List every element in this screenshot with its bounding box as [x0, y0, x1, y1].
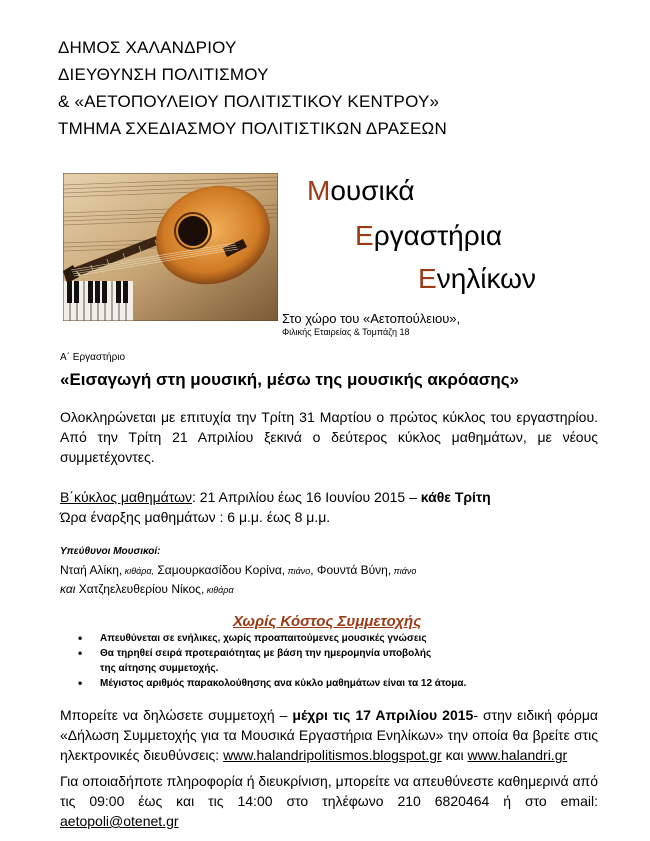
musician-instrument: πιάνο: [391, 566, 417, 576]
musician-instrument: κιθάρα,: [122, 566, 155, 576]
schedule-cycle-label: Β΄κύκλος μαθημάτων: [60, 489, 193, 505]
blog-link[interactable]: www.halandripolitismos.blogspot.gr: [223, 747, 442, 763]
list-item: • Μέγιστος αριθμός παρακολούθησης ανα κύκλο μαθημάτων είναι τα 12 άτομα.: [78, 676, 466, 691]
musicians-line-2: [60, 580, 416, 599]
list-item: • Θα τηρηθεί σειρά προτεραιότητας με βάση την ημερομηνία υποβολής: [78, 646, 466, 661]
schedule: [60, 487, 491, 527]
guitar-photo: [63, 173, 278, 321]
musician-name: , Φουντά Βύνη,: [310, 563, 392, 577]
title-word-workshops-initial: Ε: [355, 220, 374, 251]
registration-text-pre: Μπορείτε να δηλώσετε συμμετοχή –: [60, 707, 293, 723]
registration-paragraph: [60, 705, 598, 765]
title-word-adults-initial: Ε: [418, 263, 437, 294]
workshop-title: «Εισαγωγή στη μουσική, μέσω της μουσικής ακρόασης»: [60, 370, 520, 389]
guitar-illustration: [63, 173, 278, 321]
list-item: • Απευθύνεται σε ενήλικες, χωρίς προαπαιτούμενες μουσικές γνώσεις: [78, 631, 466, 646]
email-link[interactable]: aetopoli@otenet.gr: [60, 813, 179, 829]
musicians-heading: Υπεύθυνοι Μουσικοί:: [60, 546, 161, 557]
free-participation-heading: Χωρίς Κόστος Συμμετοχής: [233, 613, 422, 630]
header-line-directorate: ΔΙΕΥΘΥΝΣΗ ΠΟΛΙΤΙΣΜΟΥ: [58, 65, 269, 84]
header-line-municipality: ΔΗΜΟΣ ΧΑΛΑΝΔΡΙΟΥ: [58, 38, 237, 57]
header-line-department: ΤΜΗΜΑ ΣΧΕΔΙΑΣΜΟΥ ΠΟΛΙΤΙΣΤΙΚΩΝ ΔΡΑΣΕΩΝ: [58, 119, 447, 138]
contact-text: Για οποιαδήποτε πληροφορία ή διευκρίνιση, μπορείτε να απευθύνεστε καθημερινά από τις 09:00 έως και τις 14:00 στο τηλέφωνο 210 6820464 ή στο email:: [60, 773, 598, 809]
title-word-workshops: [355, 220, 502, 252]
workshop-label: Α΄ Εργαστήριο: [60, 352, 126, 363]
municipality-link[interactable]: www.halandri.gr: [467, 747, 568, 763]
musician-name: Χατζηελευθερίου Νίκος,: [75, 582, 205, 596]
title-word-adults-rest: νηλίκων: [436, 263, 536, 294]
musicians-line-1: [60, 561, 416, 580]
venue: Στο χώρο του «Αετοπούλειου»,: [282, 311, 461, 326]
conditions-list: [78, 631, 466, 691]
musician-instrument: κιθάρα: [204, 585, 234, 595]
contact-paragraph: [60, 771, 598, 831]
musicians-and: και: [60, 582, 76, 596]
registration-text-post: - στην ειδική φόρμα «Δήλωση Συμμετοχής για τα Μουσικά Εργαστήρια Ενηλίκων» την οποία θα βρείτε στις ηλεκτρονικές διευθύνσεις:: [60, 707, 599, 763]
organization-header: [58, 34, 447, 142]
title-word-music-initial: Μ: [307, 175, 331, 206]
musicians: [60, 543, 416, 599]
title-word-music: [307, 175, 415, 207]
schedule-hours: Ώρα έναρξης μαθημάτων : 6 μ.μ. έως 8 μ.μ.: [60, 509, 331, 525]
musician-name: Νταή Αλίκη,: [60, 563, 123, 577]
venue-address: Φιλικής Εταιρείας & Τομπάζη 18: [282, 327, 410, 337]
schedule-cycle-line: [60, 487, 491, 507]
header-line-center: & «ΑΕΤΟΠΟΥΛΕΙΟΥ ΠΟΛΙΤΙΣΤΙΚΟΥ ΚΕΝΤΡΟΥ»: [58, 92, 440, 111]
title-word-music-rest: ουσικά: [330, 175, 415, 206]
title-word-workshops-rest: ργαστήρια: [373, 220, 503, 251]
schedule-cycle-dates: : 21 Απριλίου έως 16 Ιουνίου 2015 –: [192, 489, 421, 505]
intro-paragraph: Ολοκληρώνεται με επιτυχία την Τρίτη 31 Μαρτίου ο πρώτος κύκλος του εργαστηρίου. Από την Τρίτη 21 Απριλίου ξεκινά ο δεύτερος κύκλος μαθημάτων, με νέους συμμετέχοντες.: [60, 409, 598, 465]
schedule-cycle-day: κάθε Τρίτη: [420, 489, 491, 505]
registration-deadline: μέχρι τις 17 Απριλίου 2015: [292, 707, 474, 723]
musician-name: Σαμουρκασίδου Κορίνα,: [154, 563, 286, 577]
registration-and: και: [441, 747, 468, 763]
musician-instrument: πιάνο: [285, 566, 311, 576]
title-word-adults: [418, 263, 536, 295]
list-item-continuation: της αίτησης συμμετοχής.: [100, 663, 219, 674]
